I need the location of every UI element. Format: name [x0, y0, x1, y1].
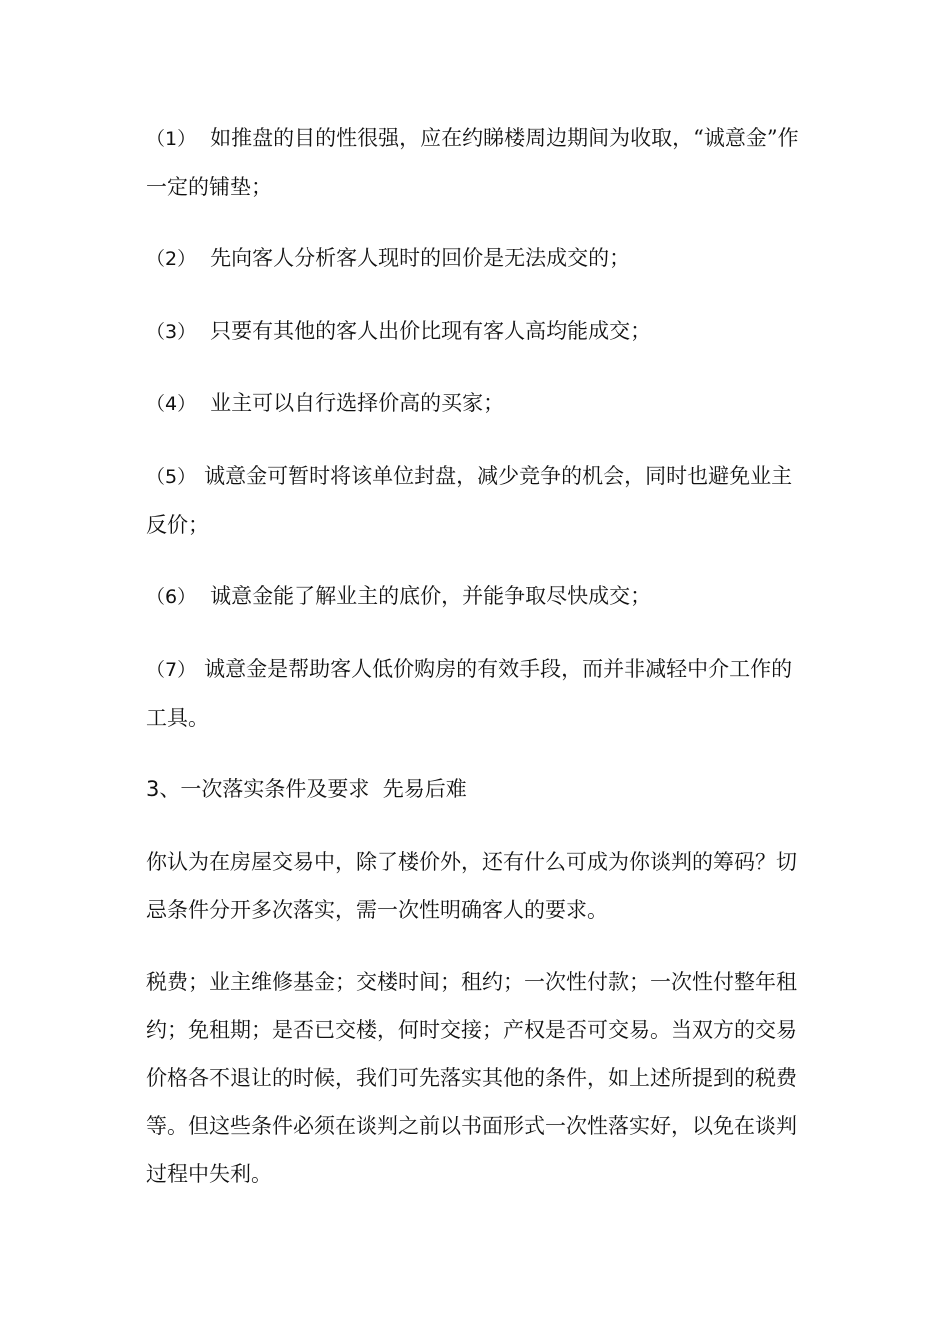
list-item-4: [146, 379, 810, 428]
list-marker: （7）: [146, 659, 197, 681]
list-item-7: [146, 645, 810, 742]
list-marker: （6）: [146, 586, 197, 608]
section-paragraph-1: 你认为在房屋交易中，除了楼价外，还有什么可成为你谈判的筹码？切忌条件分开多次落实，需一次性明确客人的要求。: [146, 850, 797, 922]
list-item-2: [146, 234, 810, 283]
list-marker: （3）: [146, 321, 197, 343]
list-item-text: 如推盘的目的性很强，应在约睇楼周边期间为收取，“诚意金”作一定的铺垫；: [146, 126, 799, 199]
list-marker: （2）: [146, 248, 197, 270]
list-marker: （4）: [146, 393, 197, 415]
list-item-text: 诚意金能了解业主的底价，并能争取尽快成交；: [210, 584, 652, 608]
list-item-text: 业主可以自行选择价高的买家；: [210, 391, 505, 415]
list-item-text: 诚意金可暂时将该单位封盘，减少竞争的机会，同时也避免业主反价；: [146, 464, 793, 537]
list-marker: （5）: [146, 466, 197, 488]
list-item-3: [146, 307, 810, 356]
list-item-text: 先向客人分析客人现时的回价是无法成交的；: [210, 246, 631, 270]
list-item-5: [146, 452, 810, 549]
section-heading: 3、一次落实条件及要求 先易后难: [146, 777, 467, 801]
section-paragraph-2: 税费；业主维修基金；交楼时间；租约；一次性付款；一次性付整年租约；免租期；是否已交楼，何时交接；产权是否可交易。当双方的交易价格各不退让的时候，我们可先落实其他的条件，如上述所提到的税费等。但这些条件必须在谈判之前以书面形式一次性落实好，以免在谈判过程中失利。: [146, 970, 797, 1186]
list-item-1: [146, 114, 810, 211]
list-marker: （1）: [146, 128, 197, 150]
list-item-text: 诚意金是帮助客人低价购房的有效手段，而并非减轻中介工作的工具。: [146, 657, 793, 730]
list-item-6: [146, 572, 810, 621]
list-item-text: 只要有其他的客人出价比现有客人高均能成交；: [210, 319, 652, 343]
